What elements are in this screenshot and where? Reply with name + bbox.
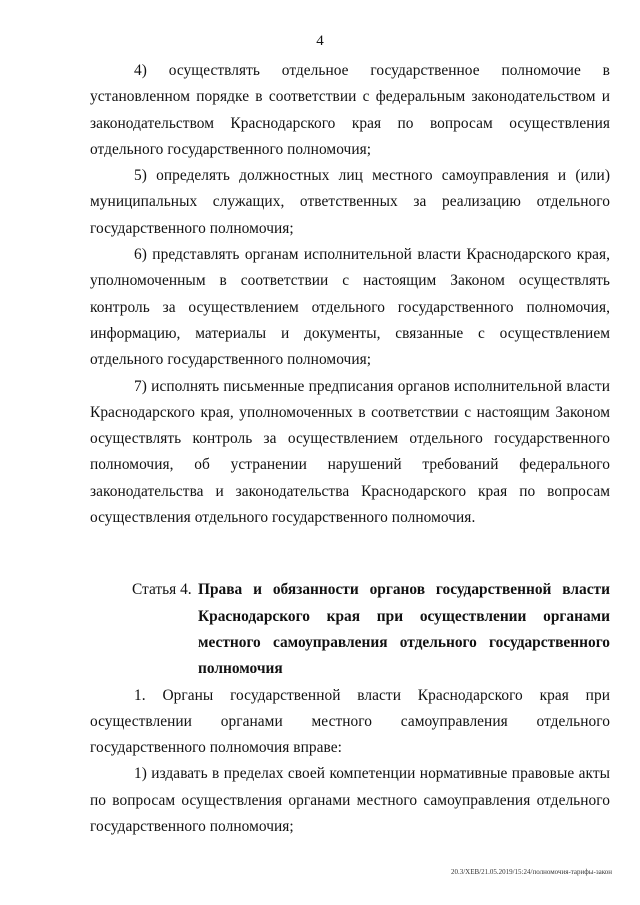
article-label: Статья 4. (132, 581, 192, 599)
paragraph-item-5: 5) определять должностных лиц местного самоуправления и (или) муниципальных служащих, ответственных за реализацию отдельного государственного полномочия; (90, 167, 610, 237)
paragraph-clause-1: 1. Органы государственной власти Краснодарского края при осуществлении органами местного самоуправления отдельного государственного полномочия вправе: (90, 686, 610, 757)
article-title: Права и обязанности органов государственной власти Краснодарского края при осуществлении органами местного самоуправления отдельного государственного полномочия (198, 581, 610, 678)
paragraph-item-4: 4) осуществлять отдельное государственное полномочие в установленном порядке в соответствии с федеральным законодательством и законодательством Краснодарского края по вопросам осуществления отдельного государственного полномочия; (90, 62, 610, 158)
paragraph-item-6: 6) представлять органам исполнительной власти Краснодарского края, уполномоченным в соответствии с настоящим Законом осуществлять контроль за осуществлением отдельного государственного полномочия, информацию, материалы и документы, связанные с осуществлением отдельного государственного полномочия; (90, 246, 610, 369)
footer-file-stamp: 20.3/XEB/21.05.2019/15:24/полномочия-тарифы-закон (450, 868, 612, 876)
page-number: 4 (316, 33, 324, 49)
paragraph-item-7: 7) исполнять письменные предписания органов исполнительной власти Краснодарского края, уполномоченных в соответствии с настоящим Законом осуществлять контроль за осуществлением отдельного государственного полномочия, об устранении нарушений требований федерального законодательства и законодательства Краснодарского края по вопросам осуществления отдельного государственного полномочия. (90, 377, 610, 527)
section-gap (90, 531, 610, 577)
paragraph-subclause-1: 1) издавать в пределах своей компетенции нормативные правовые акты по вопросам осуществления органами местного самоуправления отдельного государственного полномочия; (90, 765, 610, 836)
document-body (90, 58, 610, 840)
article-heading (90, 577, 610, 682)
